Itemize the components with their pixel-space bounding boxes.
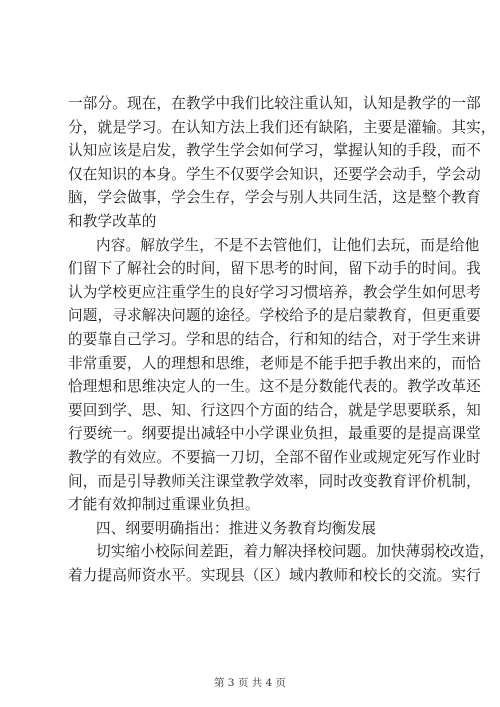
text-line: 们留下了解社会的时间，留下思考的时间，留下动手的时间。我 <box>68 260 481 278</box>
text-line: 和教学改革的 <box>68 212 157 230</box>
body-text <box>68 92 496 587</box>
text-line: 切实缩小校际间差距，着力解决择校问题。加快薄弱校改造， <box>96 543 495 561</box>
text-line: 恰理想和思维决定人的一生。这不是分数能代表的。教学改革还 <box>68 378 481 396</box>
text-line: 才能有效抑制过重课业负担。 <box>68 496 260 514</box>
text-line: 内容。解放学生，不是不去管他们，让他们去玩，而是给他 <box>96 236 480 254</box>
text-line: 间，而是引导教师关注课堂教学效率，同时改变教育评价机制， <box>68 472 481 490</box>
text-line: 分，就是学习。在认知方法上我们还有缺陷，主要是灌输。其实， <box>68 118 496 136</box>
section-heading: 四、纲要明确指出：推进义务教育均衡发展 <box>96 519 377 537</box>
text-line: 着力提高师资水平。实现县（区）域内教师和校长的交流。实行 <box>68 566 481 584</box>
text-line: 要回到学、思、知、行这四个方面的结合，就是学思要联系，知 <box>68 401 481 419</box>
text-line: 教学的有效应。不要搞一刀切，全部不留作业或规定死写作业时 <box>68 448 481 466</box>
text-line: 行要统一。纲要提出减轻中小学课业负担，最重要的是提高课堂 <box>68 425 481 443</box>
text-line: 一部分。现在，在教学中我们比较注重认知，认知是教学的一部 <box>68 95 481 112</box>
text-line: 的要靠自己学习。学和思的结合，行和知的结合，对于学生来讲 <box>68 330 481 348</box>
text-line: 脑，学会做事，学会生存，学会与别人共同生活，这是整个教育 <box>68 189 481 207</box>
text-line: 认为学校更应注重学生的良好学习习惯培养，教会学生如何思考 <box>68 283 481 301</box>
text-line: 非常重要，人的理想和思维，老师是不能手把手教出来的，而恰 <box>68 354 481 372</box>
text-line: 认知应该是启发，教学生学会如何学习，掌握认知的手段，而不 <box>68 142 481 160</box>
text-line: 问题，寻求解决问题的途径。学校给予的是启蒙教育，但更重要 <box>68 307 481 325</box>
text-line: 仅在知识的本身。学生不仅要学会知识，还要学会动手，学会动 <box>68 165 481 183</box>
page-number-footer: 第 3 页 共 4 页 <box>213 677 287 689</box>
